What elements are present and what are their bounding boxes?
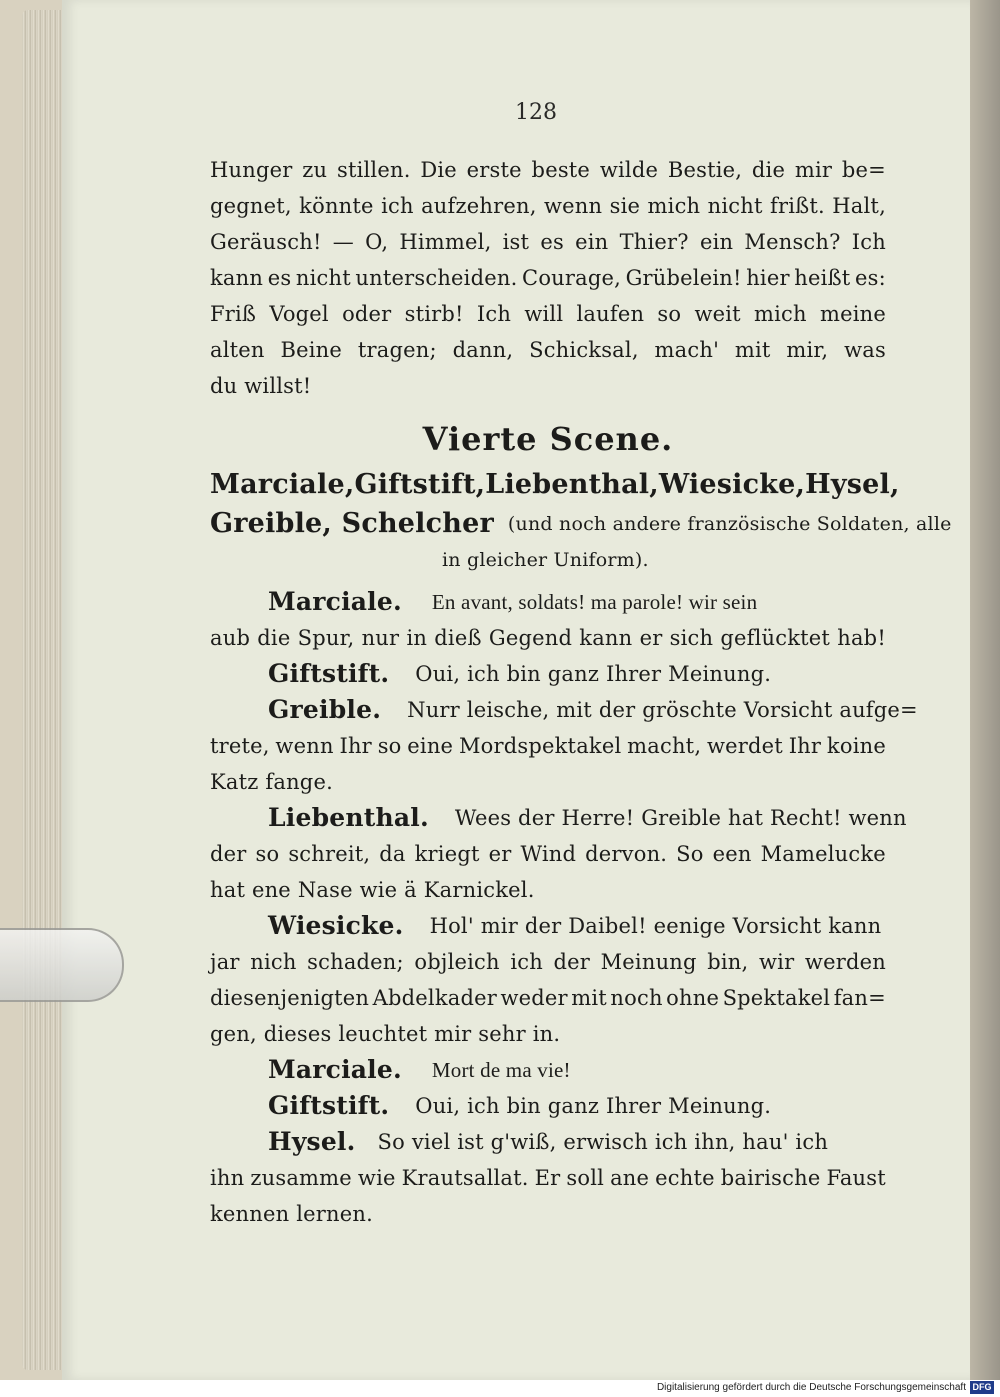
word: in xyxy=(406,626,428,650)
word: werden xyxy=(804,950,886,974)
word: Hysel, xyxy=(805,469,900,500)
word: diesenjenigten xyxy=(210,986,370,1010)
word: schreit, xyxy=(288,842,371,866)
word: alten xyxy=(210,338,265,362)
dialogue-line xyxy=(210,764,886,800)
word: dervon. xyxy=(585,842,668,866)
word: zu xyxy=(302,158,328,182)
word: mir, xyxy=(786,338,829,362)
word: Beine xyxy=(280,338,343,362)
word: werdet xyxy=(706,734,783,758)
word: Courage, xyxy=(522,266,621,290)
word: Die xyxy=(420,158,457,182)
text-line-1 xyxy=(210,188,886,224)
word: geflücktet xyxy=(720,626,831,650)
word: heißt xyxy=(794,266,851,290)
word: schaden; xyxy=(307,950,404,974)
word: so xyxy=(377,734,402,758)
text-line xyxy=(210,332,886,368)
word: Meinung xyxy=(600,950,697,974)
word: Spur, xyxy=(297,626,355,650)
word: der xyxy=(210,842,247,866)
word: ich xyxy=(510,950,543,974)
speaker-name: Greible. xyxy=(268,695,382,724)
book-gutter-right xyxy=(970,0,1000,1380)
word: es xyxy=(540,230,564,254)
word: aub xyxy=(210,626,251,650)
dialogue-line xyxy=(210,872,886,908)
word: die xyxy=(751,158,786,182)
text-line-2 xyxy=(210,224,886,260)
cast-note: (und noch andere französische Soldaten, alle xyxy=(507,513,952,535)
word: Halt, xyxy=(832,194,886,218)
dialogue-line xyxy=(210,656,886,692)
word: mach' xyxy=(654,338,720,362)
word: stirb! xyxy=(404,302,464,326)
cast-note-2: in gleicher Uniform). xyxy=(442,549,649,571)
word: dann, xyxy=(452,338,514,362)
word: Bestie, xyxy=(667,158,743,182)
word: Hunger xyxy=(210,158,293,182)
word: kann xyxy=(210,266,264,290)
word: beste xyxy=(531,158,591,182)
word: Wiesicke, xyxy=(658,469,806,500)
speaker-name: Marciale. xyxy=(268,587,402,616)
word: aufzehren, xyxy=(421,194,537,218)
speech-text xyxy=(210,836,886,872)
word: der xyxy=(553,950,591,974)
word: Liebenthal, xyxy=(485,469,659,500)
speech-text: kennen lernen. xyxy=(210,1202,373,1226)
speech-text: gen, dieses leuchtet mir sehr in. xyxy=(210,1022,561,1046)
word: ein xyxy=(575,230,609,254)
word: mir xyxy=(794,158,833,182)
speaker-name: Giftstift. xyxy=(268,659,390,688)
dialogue-line xyxy=(210,836,886,872)
word: ist xyxy=(502,230,530,254)
word: Ich xyxy=(851,230,886,254)
word: ane xyxy=(610,1166,650,1190)
dialogue-line xyxy=(210,1088,886,1124)
word: eine xyxy=(407,734,454,758)
word: Friß xyxy=(210,302,257,326)
text-line xyxy=(210,188,886,224)
word: Grübelein! xyxy=(625,266,742,290)
text-line xyxy=(210,368,886,404)
speech-text: Hol' mir der Daibel! eenige Vorsicht kann xyxy=(429,914,882,938)
word: mich xyxy=(647,194,701,218)
scene-heading: Vierte Scene. xyxy=(422,420,674,458)
word: be= xyxy=(841,158,886,182)
dialogue-line xyxy=(210,584,886,620)
dialogue-line xyxy=(210,692,918,728)
word: gegnet, xyxy=(210,194,292,218)
word: so xyxy=(255,842,280,866)
word: Ich xyxy=(476,302,512,326)
word: erste xyxy=(466,158,522,182)
word: fan= xyxy=(833,986,886,1010)
word: Vogel xyxy=(269,302,329,326)
word: nur xyxy=(361,626,400,650)
word: was xyxy=(844,338,886,362)
cast-names xyxy=(210,464,900,506)
word: Krautsallat. xyxy=(401,1166,529,1190)
word: noch xyxy=(610,986,663,1010)
word: Gegend xyxy=(488,626,573,650)
cast-names-2: Greible, Schelcher xyxy=(210,508,494,539)
dialogue-line xyxy=(210,728,886,764)
word: es: xyxy=(855,266,886,290)
word: wenn xyxy=(275,734,334,758)
text-line-6: du willst! xyxy=(210,374,312,398)
word: dieß xyxy=(434,626,482,650)
text-line-3 xyxy=(210,260,886,296)
speaker-name: Hysel. xyxy=(268,1127,356,1156)
speech-text: Nurr leische, mit der gröschte Vorsicht aufge= xyxy=(407,698,918,722)
word: een xyxy=(712,842,752,866)
word: es xyxy=(267,266,292,290)
text-line-5 xyxy=(210,332,886,368)
word: nich xyxy=(250,950,297,974)
word: oder xyxy=(342,302,392,326)
speaker-name: Marciale. xyxy=(268,1055,402,1084)
word: unterscheiden. xyxy=(355,266,518,290)
speech-text: Mort de ma vie! xyxy=(431,1058,571,1082)
text-line xyxy=(210,152,886,188)
word: laufen xyxy=(576,302,645,326)
text-line xyxy=(210,260,886,296)
word: Giftstift, xyxy=(354,469,486,500)
word: Mensch? xyxy=(744,230,841,254)
word: Spektakel xyxy=(722,986,831,1010)
dfg-logo: DFG xyxy=(970,1381,994,1394)
word: bin, xyxy=(707,950,749,974)
word: mich xyxy=(754,302,807,326)
word: O, xyxy=(365,230,389,254)
speech-text xyxy=(210,980,886,1016)
speech-text: Oui, ich bin ganz Ihrer Meinung. xyxy=(415,1094,772,1118)
cast-line-2 xyxy=(210,506,952,542)
word: da xyxy=(379,842,406,866)
footer-credit: Digitalisierung gefördert durch die Deutsche Forschungsgemeinschaft xyxy=(656,1382,966,1393)
speech-text xyxy=(210,620,886,656)
word: ein xyxy=(699,230,734,254)
word: Ihr xyxy=(339,734,372,758)
word: nicht xyxy=(295,266,351,290)
word: bairische xyxy=(720,1166,821,1190)
word: so xyxy=(657,302,682,326)
word: mit xyxy=(734,338,771,362)
dialogue-line xyxy=(210,1196,886,1232)
speech-text: En avant, soldats! ma parole! wir sein xyxy=(431,590,758,614)
word: Mamelucke xyxy=(760,842,886,866)
word: Marciale, xyxy=(210,469,355,500)
dialogue-line xyxy=(210,1160,886,1196)
dialogue-line xyxy=(210,980,886,1016)
word: Thier? xyxy=(619,230,689,254)
word: kriegt xyxy=(414,842,480,866)
word: weder xyxy=(500,986,568,1010)
word: wie xyxy=(357,1166,396,1190)
word: weit xyxy=(694,302,741,326)
word: er xyxy=(488,842,512,866)
word: objleich xyxy=(414,950,500,974)
word: Wind xyxy=(520,842,577,866)
word: er xyxy=(639,626,663,650)
dialogue-line xyxy=(210,1052,886,1088)
word: soll xyxy=(566,1166,605,1190)
speech-text xyxy=(210,944,886,980)
page-number: 128 xyxy=(515,100,557,125)
dialogue-line xyxy=(210,620,886,656)
word: koine xyxy=(826,734,886,758)
word: — xyxy=(332,230,354,254)
word: So xyxy=(676,842,704,866)
cast-line-1 xyxy=(210,464,900,506)
thumb-tab xyxy=(0,928,124,1002)
speech-text xyxy=(210,728,886,764)
word: Mordspektakel xyxy=(458,734,622,758)
word: tragen; xyxy=(357,338,437,362)
word: Abdelkader xyxy=(372,986,497,1010)
text-line-0 xyxy=(210,152,886,188)
speech-text: Wees der Herre! Greible hat Recht! wenn xyxy=(454,806,907,830)
dialogue-line xyxy=(210,1124,886,1160)
speech-text: So viel ist g'wiß, erwisch ich ihn, hau' ich xyxy=(377,1130,829,1154)
word: nicht xyxy=(707,194,763,218)
word: ihn xyxy=(210,1166,245,1190)
word: stillen. xyxy=(336,158,411,182)
word: echte xyxy=(655,1166,715,1190)
word: sie xyxy=(609,194,641,218)
dialogue-line xyxy=(210,908,886,944)
word: wilde xyxy=(599,158,659,182)
word: jar xyxy=(210,950,240,974)
word: könnte xyxy=(299,194,374,218)
word: Schicksal, xyxy=(529,338,639,362)
word: ich xyxy=(381,194,414,218)
word: Geräusch! xyxy=(210,230,322,254)
speaker-name: Liebenthal. xyxy=(268,803,429,832)
dialogue-line xyxy=(210,944,886,980)
text-line xyxy=(210,296,886,332)
speech-text: hat ene Nase wie ä Karnickel. xyxy=(210,878,535,902)
word: kann xyxy=(579,626,633,650)
text-line-4 xyxy=(210,296,886,332)
dialogue-line xyxy=(210,800,907,836)
speech-text: Oui, ich bin ganz Ihrer Meinung. xyxy=(415,662,772,686)
word: meine xyxy=(819,302,886,326)
word: trete, xyxy=(210,734,270,758)
word: Himmel, xyxy=(399,230,492,254)
speaker-name: Wiesicke. xyxy=(268,911,404,940)
word: frißt. xyxy=(770,194,825,218)
word: hier xyxy=(746,266,790,290)
cast-line-3 xyxy=(210,542,886,578)
word: Ihr xyxy=(788,734,822,758)
word: mit xyxy=(571,986,607,1010)
dialogue-line xyxy=(210,1016,886,1052)
word: sich xyxy=(669,626,714,650)
speaker-name: Giftstift. xyxy=(268,1091,390,1120)
text-line xyxy=(210,224,886,260)
word: wir xyxy=(759,950,795,974)
word: ohne xyxy=(666,986,720,1010)
word: wenn xyxy=(543,194,603,218)
speech-text xyxy=(210,1160,886,1196)
speech-text: Katz fange. xyxy=(210,770,333,794)
word: hab! xyxy=(837,626,886,650)
word: macht, xyxy=(627,734,702,758)
word: zusamme xyxy=(250,1166,352,1190)
word: will xyxy=(524,302,564,326)
word: Faust xyxy=(826,1166,886,1190)
word: Er xyxy=(534,1166,561,1190)
word: die xyxy=(257,626,291,650)
page-text xyxy=(210,152,952,1232)
